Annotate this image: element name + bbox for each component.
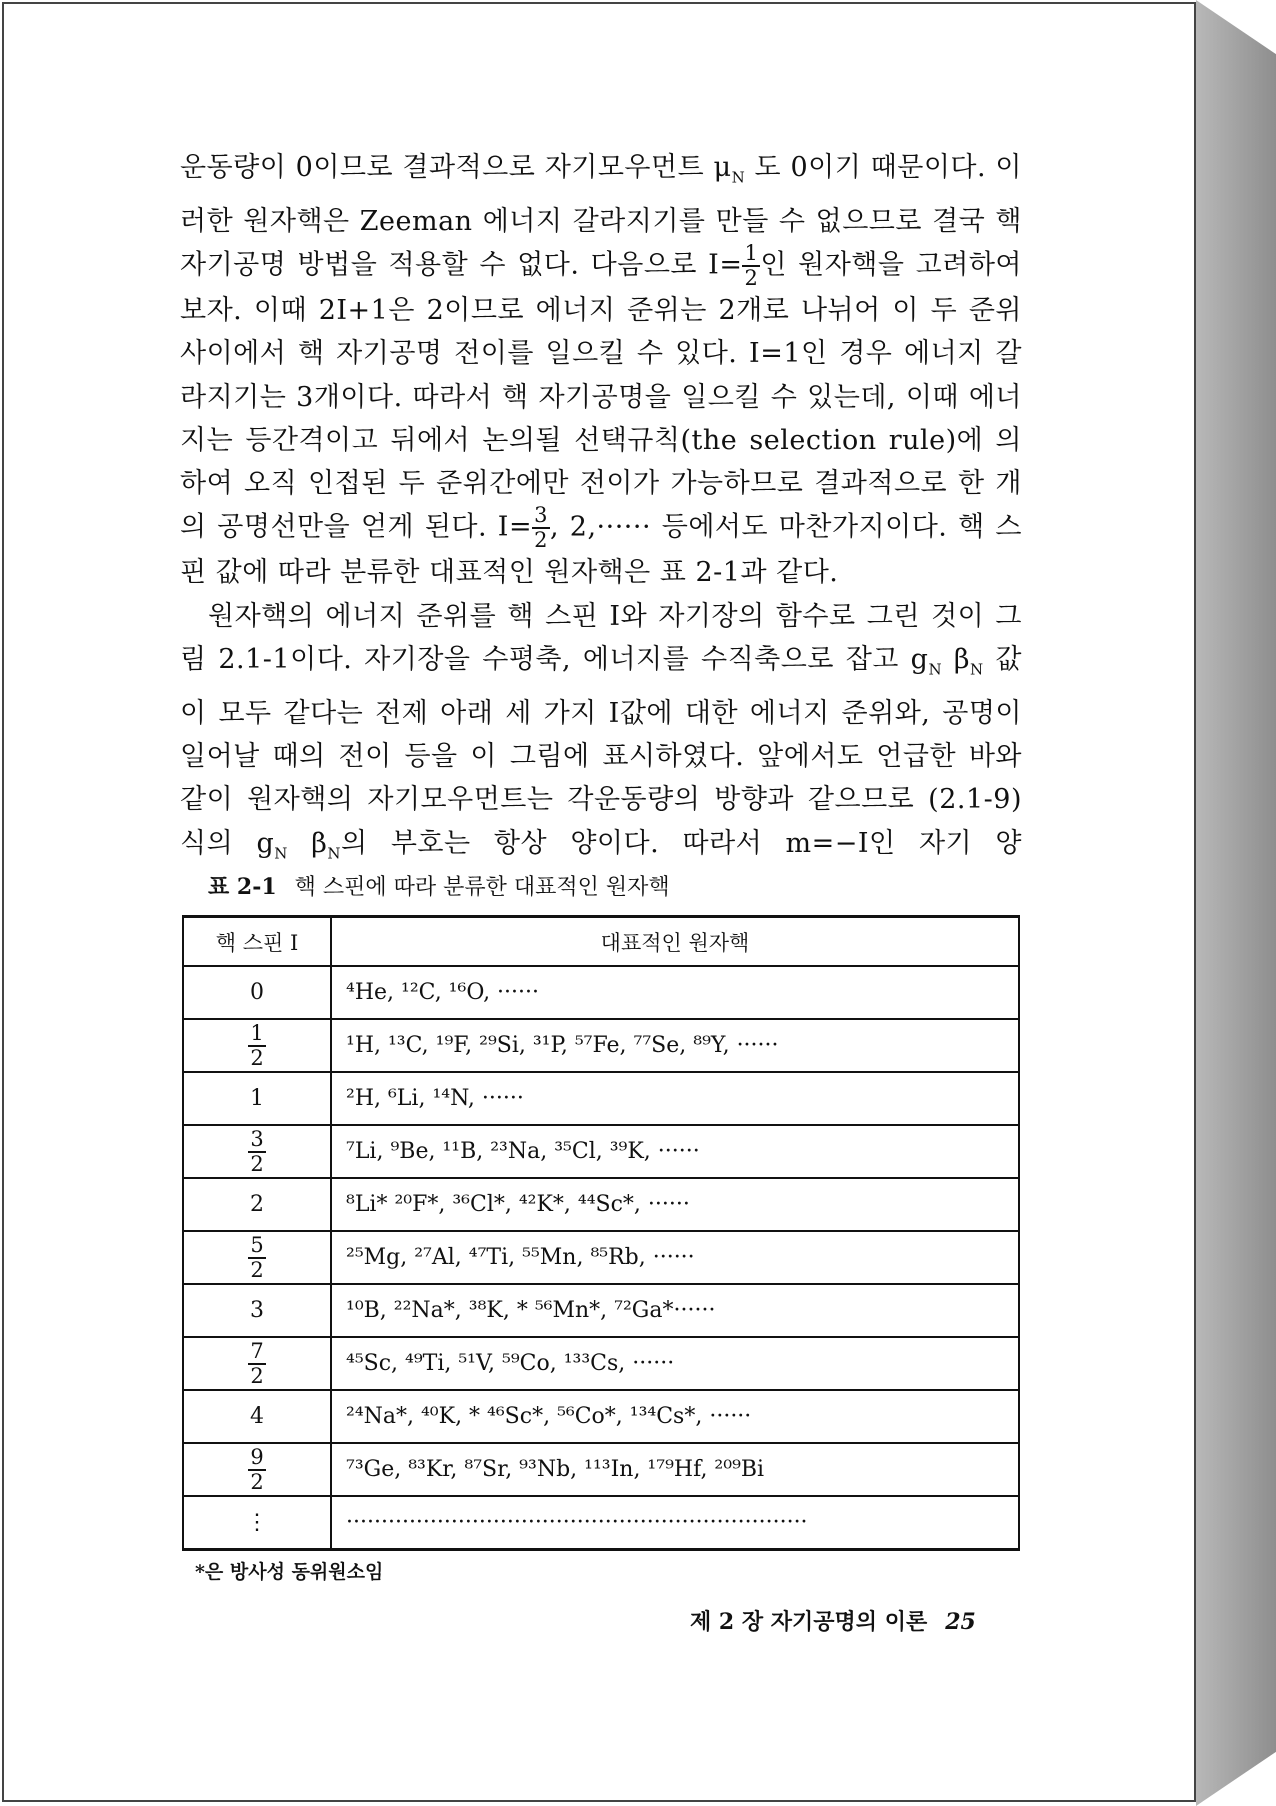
nuclei-cell: ⁸Li* ²⁰F*, ³⁶Cl*, ⁴²K*, ⁴⁴Sc*, ······: [331, 1178, 1018, 1231]
spin-cell: [184, 1125, 331, 1178]
fraction-one-half: $\frac{1}{2}$: [744, 240, 759, 290]
header-spin: 핵 스핀 I: [184, 918, 331, 966]
spin-fraction: $\frac{3}{2}$: [250, 1126, 264, 1176]
body-text: [180, 146, 1022, 875]
nuclei-table: [182, 915, 1020, 1551]
paragraph-1: 운동량이 0이므로 결과적으로 자기모우먼트 $\mu_N$ 도 0이기 때문이다. 이러한 원자핵은 Zeeman 에너지 갈라지기를 만들 수 없으므로 결국 핵 자기공명 방법을 적용할 수 없다. 다음으로 I= $\frac{1}{2}$ 인 원자핵을 고려하여 보자. 이때 2I+1은 2이므로 에너지 준위는 2개로 나뉘어 이 두 준위 사이에서 핵 자기공명 전이를 일으킬 수 있다. I=1인 경우 에너지 갈라지기는 3개이다. 따라서 핵 자기공명을 일으킬 수 있는데, 이때 에너지는 등간격이고 뒤에서 논의될 선택규칙(the selection rule)에 의하여 오직 인접된 두 준위간에만 전이가 가능하므로 결과적으로 한 개의 공명선만을 얻게 된다. I= $\frac{3}{2}$ , 2,······ 등에서도 마찬가지이다. 핵 스핀 값에 따라 분류한 대표적인 원자핵은 표 2-1과 같다.: [180, 152, 1023, 589]
table-row: [184, 1231, 1018, 1284]
spin-cell: 3: [184, 1284, 331, 1337]
nuclei-cell: ²H, ⁶Li, ¹⁴N, ······: [331, 1072, 1018, 1125]
spin-cell: 2: [184, 1178, 331, 1231]
nuclei-cell: ²⁴Na*, ⁴⁰K, * ⁴⁶Sc*, ⁵⁶Co*, ¹³⁴Cs*, ······: [331, 1390, 1018, 1443]
spin-fraction: $\frac{7}{2}$: [250, 1338, 264, 1388]
nuclei-cell: ¹⁰B, ²²Na*, ³⁸K, * ⁵⁶Mn*, ⁷²Ga*······: [331, 1284, 1018, 1337]
table-title: 핵 스핀에 따라 분류한 대표적인 원자핵: [294, 875, 670, 900]
running-footer: [690, 1605, 976, 1636]
spin-cell: [184, 1443, 331, 1496]
spin-cell: [184, 1337, 331, 1390]
book-edge: [1196, 0, 1276, 1806]
header-nuclei: 대표적인 원자핵: [331, 918, 1018, 966]
paragraph-2: 원자핵의 에너지 준위를 핵 스핀 I와 자기장의 함수로 그린 것이 그림 2.1-1이다. 자기장을 수평축, 에너지를 수직축으로 잡고 $g_N$ $\beta_N$ 값이 모두 같다는 전제 아래 세 가지 I값에 대한 에너지 준위와, 공명이 일어날 때의 전이 등을 이 그림에 표시하였다. 앞에서도 언급한 바와 같이 원자핵의 자기모우먼트는 각운동량의 방향과 같으므로 (2.1-9) 식의 $g_N$ $\beta_N$의 부호는 항상 양이다. 따라서 m=−I인 자기 양: [180, 600, 1022, 863]
table-row: [184, 1019, 1018, 1072]
table-row: [184, 1496, 1018, 1548]
nuclei-cell: ⁴He, ¹²C, ¹⁶O, ······: [331, 966, 1018, 1019]
spin-fraction: $\frac{5}{2}$: [250, 1232, 264, 1282]
spin-cell: 1: [184, 1072, 331, 1125]
table-row: [184, 1337, 1018, 1390]
table-caption: [208, 870, 670, 901]
chapter-title: 제 2 장 자기공명의 이론: [690, 1609, 928, 1635]
table-row: [184, 1284, 1018, 1337]
table-row: [184, 1072, 1018, 1125]
table-row: [184, 1443, 1018, 1496]
spin-fraction: $\frac{1}{2}$: [250, 1020, 264, 1070]
table-row: [184, 966, 1018, 1019]
table-row: [184, 1390, 1018, 1443]
nuclei-cell: ¹H, ¹³C, ¹⁹F, ²⁹Si, ³¹P, ⁵⁷Fe, ⁷⁷Se, ⁸⁹Y, ······: [331, 1019, 1018, 1072]
fraction-three-halves: $\frac{3}{2}$: [534, 503, 548, 553]
nuclei-cell: ⁷Li, ⁹Be, ¹¹B, ²³Na, ³⁵Cl, ³⁹K, ······: [331, 1125, 1018, 1178]
table-footnote: *은 방사성 동위원소임: [195, 1561, 384, 1583]
spin-fraction: $\frac{9}{2}$: [250, 1444, 264, 1494]
table-label: 표 2-1: [208, 874, 277, 900]
nuclei-cell: ··································································: [346, 1510, 808, 1535]
spin-cell: ⋮: [184, 1496, 331, 1548]
nuclei-cell: ⁷³Ge, ⁸³Kr, ⁸⁷Sr, ⁹³Nb, ¹¹³In, ¹⁷⁹Hf, ²⁰⁹Bi: [331, 1443, 1018, 1496]
table-row: [184, 1178, 1018, 1231]
table-header-row: [184, 918, 1018, 966]
table-row: [184, 1125, 1018, 1178]
page-number: 25: [945, 1609, 976, 1635]
nuclei-cell: ²⁵Mg, ²⁷Al, ⁴⁷Ti, ⁵⁵Mn, ⁸⁵Rb, ······: [331, 1231, 1018, 1284]
spin-cell: [184, 1231, 331, 1284]
spin-cell: [184, 1019, 331, 1072]
nuclei-cell: ⁴⁵Sc, ⁴⁹Ti, ⁵¹V, ⁵⁹Co, ¹³³Cs, ······: [331, 1337, 1018, 1390]
spin-cell: 0: [184, 966, 331, 1019]
spin-cell: 4: [184, 1390, 331, 1443]
